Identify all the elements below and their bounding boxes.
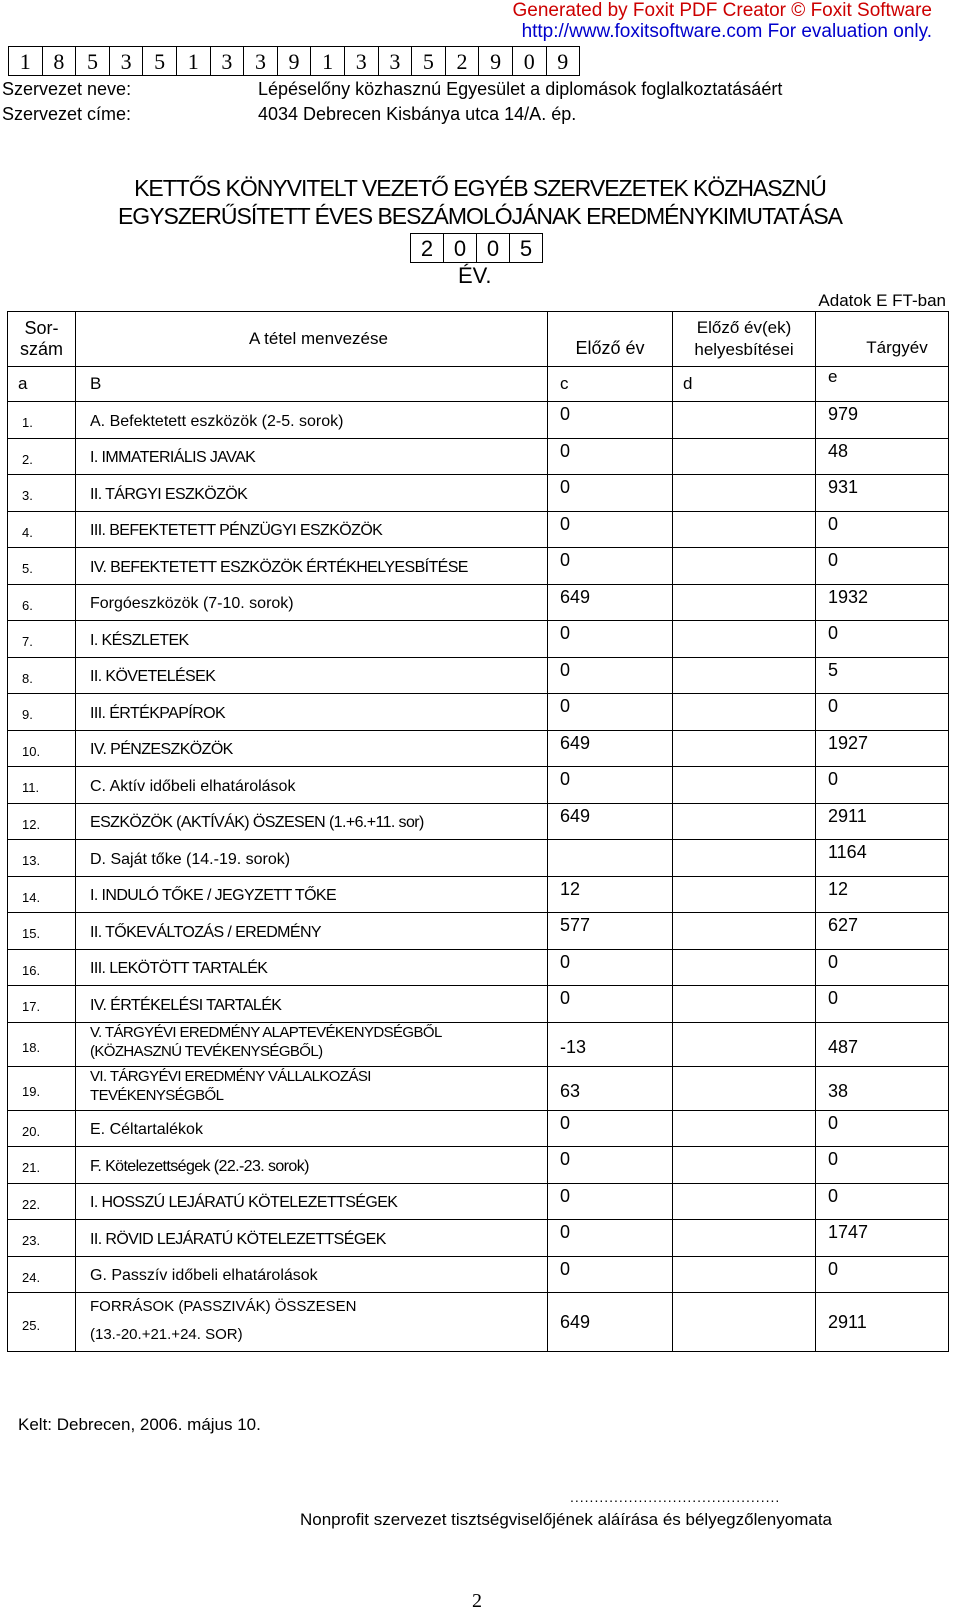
correction-value (673, 1147, 816, 1184)
current-year-value: 0 (816, 694, 949, 731)
column-letter-d: d (673, 367, 816, 402)
row-number: 12. (8, 803, 76, 840)
row-number: 7. (8, 621, 76, 658)
table-row (8, 986, 949, 1023)
table-header-row (8, 312, 949, 367)
watermark-line1: Generated by Foxit PDF Creator © Foxit Software (512, 0, 932, 21)
previous-year-value: 649 (548, 584, 673, 621)
tax-digit: 2 (446, 46, 480, 76)
row-label: III. BEFEKTETETT PÉNZÜGYI ESZKÖZÖK (76, 511, 548, 548)
correction-value (673, 1293, 816, 1352)
row-label: I. IMMATERIÁLIS JAVAK (76, 438, 548, 475)
table-row (8, 584, 949, 621)
row-number: 2. (8, 438, 76, 475)
row-label (76, 1293, 548, 1352)
correction-value (673, 1183, 816, 1220)
column-letter-e: e (816, 367, 949, 402)
row-label: I. HOSSZÚ LEJÁRATÚ KÖTELEZETTSÉGEK (76, 1183, 548, 1220)
row-number: 25. (8, 1293, 76, 1352)
tax-digit: 9 (479, 46, 513, 76)
table-row (8, 475, 949, 512)
row-number: 17. (8, 986, 76, 1023)
current-year-value: 0 (816, 767, 949, 804)
tax-digit: 5 (76, 46, 110, 76)
tax-digit: 3 (345, 46, 379, 76)
report-title-line1: KETTŐS KÖNYVITELT VEZETŐ EGYÉB SZERVEZETEK KÖZHASZNÚ (134, 175, 826, 201)
row-label: IV. BEFEKTETETT ESZKÖZÖK ÉRTÉKHELYESBÍTÉSE (76, 548, 548, 585)
foxit-watermark (452, 0, 932, 42)
row-number: 18. (8, 1022, 76, 1066)
previous-year-value: 12 (548, 876, 673, 913)
current-year-value: 1932 (816, 584, 949, 621)
correction-value (673, 949, 816, 986)
correction-value (673, 621, 816, 658)
column-letter-row (8, 367, 949, 402)
row-label: III. LEKÖTÖTT TARTALÉK (76, 949, 548, 986)
correction-value (673, 584, 816, 621)
previous-year-value: 0 (548, 402, 673, 439)
correction-value (673, 767, 816, 804)
current-year-value: 0 (816, 986, 949, 1023)
year-digit: 5 (510, 233, 543, 263)
row-number: 3. (8, 475, 76, 512)
header-tetel: A tétel menvezése (76, 312, 548, 367)
year-boxes (410, 233, 543, 263)
year-digit: 0 (444, 233, 477, 263)
table-row (8, 1022, 949, 1066)
row-number: 6. (8, 584, 76, 621)
current-year-value: 48 (816, 438, 949, 475)
unit-note: Adatok E FT-ban (818, 291, 946, 310)
previous-year-value: 649 (548, 730, 673, 767)
table-row (8, 840, 949, 877)
row-label: II. KÖVETELÉSEK (76, 657, 548, 694)
correction-value (673, 438, 816, 475)
header-elozo-ev: Előző év (548, 312, 673, 367)
row-label: III. ÉRTÉKPAPÍROK (76, 694, 548, 731)
current-year-value: 627 (816, 913, 949, 950)
tax-digit: 3 (110, 46, 144, 76)
previous-year-value: 0 (548, 621, 673, 658)
row-label-line1: V. TÁRGYÉVI EREDMÉNY ALAPTEVÉKENYDSÉGBŐL (90, 1023, 442, 1041)
table-row (8, 1147, 949, 1184)
current-year-value: 2911 (816, 803, 949, 840)
current-year-value: 1927 (816, 730, 949, 767)
correction-value (673, 657, 816, 694)
previous-year-value: 0 (548, 438, 673, 475)
table-row (8, 730, 949, 767)
correction-value (673, 803, 816, 840)
income-statement-table (7, 311, 949, 1352)
row-label: II. TÁRGYI ESZKÖZÖK (76, 475, 548, 512)
row-label (76, 1022, 548, 1066)
row-label: IV. PÉNZESZKÖZÖK (76, 730, 548, 767)
correction-value (673, 548, 816, 585)
row-label: D. Saját tőke (14.-19. sorok) (76, 840, 548, 877)
row-number: 4. (8, 511, 76, 548)
row-label: I. KÉSZLETEK (76, 621, 548, 658)
header-helyesbites (673, 312, 816, 367)
correction-value (673, 1022, 816, 1066)
correction-value (673, 840, 816, 877)
table-row (8, 1110, 949, 1147)
signature-dots: ........................................... (570, 1489, 781, 1505)
table-row (8, 767, 949, 804)
table-row (8, 1256, 949, 1293)
header-helyesbites-line2: helyesbítései (694, 340, 794, 359)
report-title-line2: EGYSZERŰSÍTETT ÉVES BESZÁMOLÓJÁNAK EREDMÉNYKIMUTATÁSA (117, 203, 843, 229)
previous-year-value: 649 (548, 803, 673, 840)
current-year-value: 0 (816, 621, 949, 658)
tax-digit: 3 (211, 46, 245, 76)
page-number: 2 (472, 1590, 482, 1612)
watermark-line2: http://www.foxitsoftware.com For evaluation only. (521, 21, 932, 42)
previous-year-value: 0 (548, 548, 673, 585)
current-year-value: 0 (816, 1183, 949, 1220)
previous-year-value: 0 (548, 1147, 673, 1184)
current-year-value: 0 (816, 1110, 949, 1147)
year-suffix: ÉV. (458, 263, 492, 288)
current-year-value: 2911 (816, 1293, 949, 1352)
current-year-value: 487 (816, 1022, 949, 1066)
previous-year-value: 0 (548, 986, 673, 1023)
previous-year-value: 649 (548, 1293, 673, 1352)
previous-year-value: 0 (548, 1110, 673, 1147)
current-year-value: 0 (816, 1147, 949, 1184)
previous-year-value: 0 (548, 1256, 673, 1293)
row-number: 23. (8, 1220, 76, 1257)
year-digit: 2 (411, 233, 444, 263)
correction-value (673, 913, 816, 950)
row-label: C. Aktív időbeli elhatárolások (76, 767, 548, 804)
row-label-line2: TEVÉKENYSÉGBŐL (90, 1086, 224, 1104)
row-number: 5. (8, 548, 76, 585)
row-label-line2: (13.-20.+21.+24. SOR) (90, 1326, 243, 1343)
row-label: E. Céltartalékok (76, 1110, 548, 1147)
previous-year-value: 63 (548, 1066, 673, 1110)
correction-value (673, 694, 816, 731)
previous-year-value: 0 (548, 511, 673, 548)
table-row (8, 621, 949, 658)
header-helyesbites-line1: Előző év(ek) (696, 318, 792, 337)
correction-value (673, 1110, 816, 1147)
header-sorszam-line2: szám (19, 339, 63, 359)
row-number: 10. (8, 730, 76, 767)
table-row (8, 949, 949, 986)
correction-value (673, 730, 816, 767)
tax-digit: 1 (311, 46, 345, 76)
previous-year-value: 0 (548, 767, 673, 804)
table-row (8, 1293, 949, 1352)
table-row (8, 548, 949, 585)
previous-year-value: -13 (548, 1022, 673, 1066)
previous-year-value: 0 (548, 657, 673, 694)
tax-number-boxes (8, 46, 580, 76)
tax-digit: 3 (244, 46, 278, 76)
tax-digit: 0 (513, 46, 547, 76)
header-sorszam (8, 312, 76, 367)
current-year-value: 979 (816, 402, 949, 439)
org-name-value: Lépéselőny közhasznú Egyesület a diplomások foglalkoztatásáért (258, 79, 783, 99)
previous-year-value (548, 840, 673, 877)
tax-digit: 9 (278, 46, 312, 76)
table-row (8, 511, 949, 548)
tax-digit: 1 (177, 46, 211, 76)
row-number: 24. (8, 1256, 76, 1293)
previous-year-value: 577 (548, 913, 673, 950)
row-label: IV. ÉRTÉKELÉSI TARTALÉK (76, 986, 548, 1023)
table-row (8, 1183, 949, 1220)
row-label-line1: FORRÁSOK (PASSZIVÁK) ÖSSZESEN (90, 1298, 357, 1315)
correction-value (673, 511, 816, 548)
signature-caption: Nonprofit szervezet tisztségviselőjének aláírása és bélyegzőlenyomata (300, 1510, 832, 1529)
row-label: II. TŐKEVÁLTOZÁS / EREDMÉNY (76, 913, 548, 950)
previous-year-value: 0 (548, 949, 673, 986)
footer-date: Kelt: Debrecen, 2006. május 10. (18, 1415, 261, 1434)
org-name-label: Szervezet neve: (2, 79, 132, 99)
table-row (8, 1220, 949, 1257)
row-number: 14. (8, 876, 76, 913)
row-label (76, 1066, 548, 1110)
column-letter-c: c (548, 367, 673, 402)
correction-value (673, 1220, 816, 1257)
current-year-value: 931 (816, 475, 949, 512)
correction-value (673, 475, 816, 512)
current-year-value: 0 (816, 1256, 949, 1293)
current-year-value: 0 (816, 949, 949, 986)
correction-value (673, 876, 816, 913)
correction-value (673, 1256, 816, 1293)
org-address-label: Szervezet címe: (2, 104, 132, 124)
year-digit: 0 (477, 233, 510, 263)
correction-value (673, 402, 816, 439)
column-letter-b: B (76, 367, 548, 402)
tax-digit: 8 (43, 46, 77, 76)
previous-year-value: 0 (548, 1220, 673, 1257)
row-label: G. Passzív időbeli elhatárolások (76, 1256, 548, 1293)
row-number: 19. (8, 1066, 76, 1110)
current-year-value: 0 (816, 548, 949, 585)
correction-value (673, 1066, 816, 1110)
current-year-value: 1164 (816, 840, 949, 877)
row-label: I. INDULÓ TŐKE / JEGYZETT TŐKE (76, 876, 548, 913)
tax-digit: 9 (547, 46, 581, 76)
row-number: 13. (8, 840, 76, 877)
column-letter-a: a (8, 367, 76, 402)
row-number: 22. (8, 1183, 76, 1220)
row-label: ESZKÖZÖK (AKTÍVÁK) ÖSZESEN (1.+6.+11. sor) (76, 803, 548, 840)
row-label: Forgóeszközök (7-10. sorok) (76, 584, 548, 621)
tax-digit: 1 (9, 46, 43, 76)
header-sorszam-line1: Sor- (24, 318, 59, 338)
current-year-value: 5 (816, 657, 949, 694)
table-row (8, 402, 949, 439)
row-number: 16. (8, 949, 76, 986)
previous-year-value: 0 (548, 475, 673, 512)
row-label: II. RÖVID LEJÁRATÚ KÖTELEZETTSÉGEK (76, 1220, 548, 1257)
table-row (8, 694, 949, 731)
current-year-value: 12 (816, 876, 949, 913)
row-label-line1: VI. TÁRGYÉVI EREDMÉNY VÁLLALKOZÁSI (90, 1067, 371, 1085)
row-number: 11. (8, 767, 76, 804)
current-year-value: 38 (816, 1066, 949, 1110)
table-row (8, 876, 949, 913)
table-row (8, 913, 949, 950)
org-address-value: 4034 Debrecen Kisbánya utca 14/A. ép. (258, 104, 577, 124)
previous-year-value: 0 (548, 1183, 673, 1220)
row-label: F. Kötelezettségek (22.-23. sorok) (76, 1147, 548, 1184)
table-row (8, 803, 949, 840)
tax-digit: 5 (143, 46, 177, 76)
table-row (8, 438, 949, 475)
current-year-value: 0 (816, 511, 949, 548)
row-number: 20. (8, 1110, 76, 1147)
row-number: 9. (8, 694, 76, 731)
previous-year-value: 0 (548, 694, 673, 731)
row-number: 8. (8, 657, 76, 694)
row-number: 1. (8, 402, 76, 439)
row-label-line2: (KÖZHASZNÚ TEVÉKENYSÉGBŐL) (90, 1042, 323, 1060)
table-row (8, 1066, 949, 1110)
row-label: A. Befektetett eszközök (2-5. sorok) (76, 402, 548, 439)
correction-value (673, 986, 816, 1023)
table-row (8, 657, 949, 694)
header-targyev: Tárgyév (816, 312, 949, 367)
tax-digit: 3 (379, 46, 413, 76)
row-number: 21. (8, 1147, 76, 1184)
tax-digit: 5 (412, 46, 446, 76)
current-year-value: 1747 (816, 1220, 949, 1257)
row-number: 15. (8, 913, 76, 950)
